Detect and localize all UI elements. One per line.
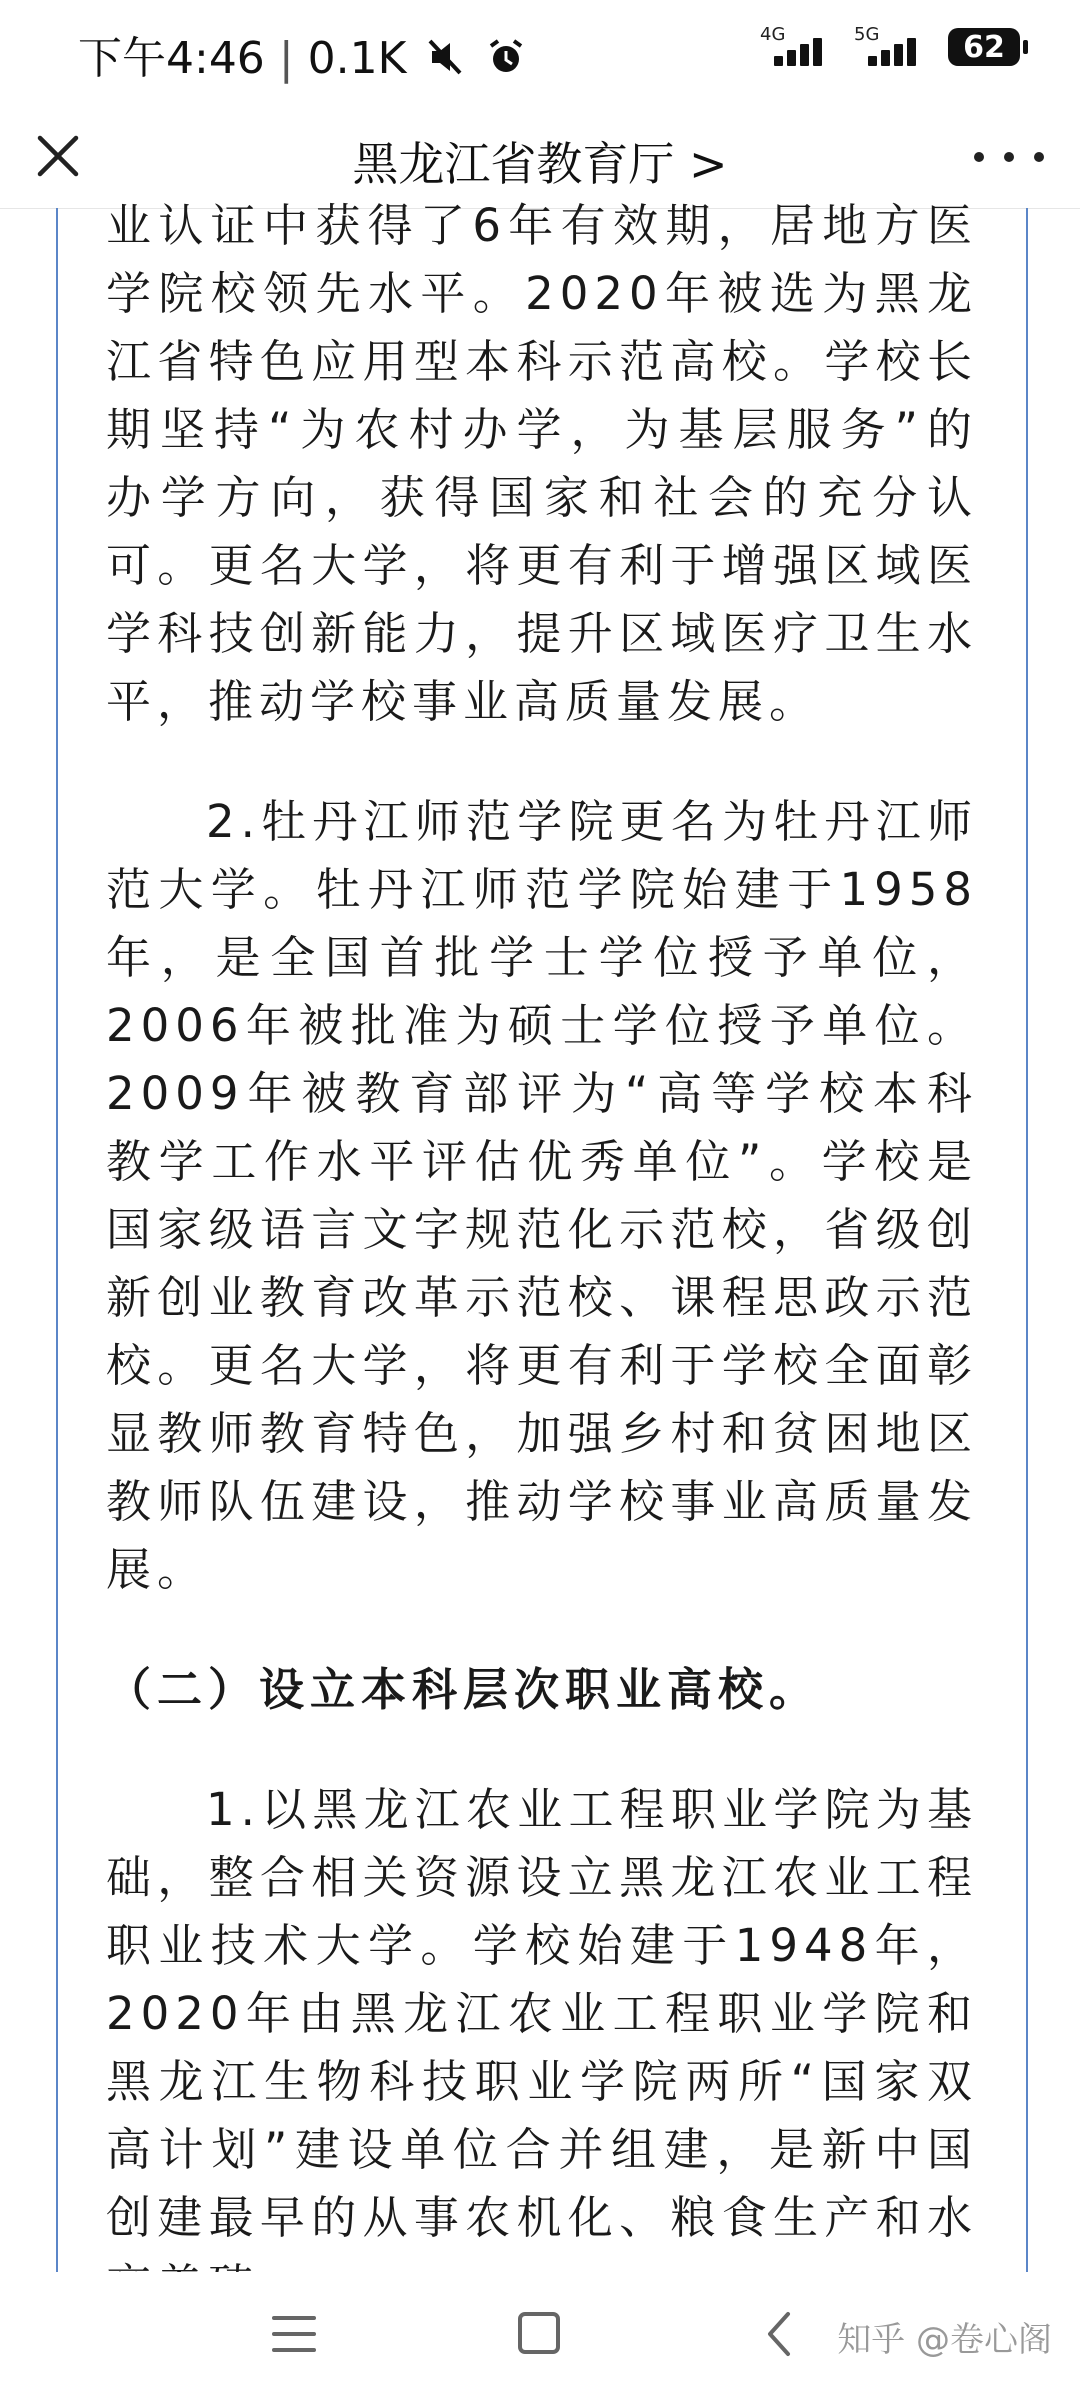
clock-text: 下午4:46 [78, 33, 265, 84]
page-title[interactable]: 黑龙江省教育厅 > [352, 137, 728, 191]
signal-icon [760, 24, 836, 70]
status-bar [0, 0, 1080, 104]
article-body [106, 192, 978, 2320]
article-paragraph: 1.以黑龙江农业工程职业学院为基础，整合相关资源设立黑龙江农业工程职业技术大学。学校始建于1948年，2020年由黑龙江农业工程职业学院和黑龙江生物科技职业学院两所“国家双高计划”建设单位合并组建，是新中国创建最早的从事农机化、粮食生产和水 [106, 1783, 978, 2244]
article-paragraph: 2.牡丹江师范学院更名为牡丹江师范大学。牡丹江师范学院始建于1958年，是全国首批学士学位授予单位，2006年被批准为硕士学位授予单位。2009年被教育部评为“高等学校本科教学工作水平评估优秀单位”。学校是国家级语言文字规范化示范校，省级创新创业教育改革示范校、课程思政示范校。更名大学，将更有利于学校全面彰显教师教育特色，加强乡村和贫困地区教师队伍建设，推动学校事业高质量发展。 [106, 795, 978, 1596]
article-paragraph: 业认证中获得了6年有效期，居地方医学院校领先水平。2020年被选为黑龙江省特色应用型本科示范高校。学校长期坚持“为农村办学，为基层服务”的办学方向，获得国家和社会的充分认可。更名大学，将更有利于增强区域医学科技创新能力，提升区域医疗卫生水平，推动学校事业高质量发展。 [106, 199, 978, 728]
network-speed: 0.1K [307, 33, 407, 84]
section-heading: （二）设立本科层次职业高校。 [106, 1663, 821, 1716]
mute-icon [426, 37, 466, 77]
more-button[interactable] [974, 134, 1044, 180]
status-indicators [760, 24, 1020, 70]
more-icon [974, 152, 984, 162]
alarm-icon [486, 37, 526, 77]
back-icon[interactable] [764, 2308, 794, 2360]
menu-icon[interactable] [272, 2316, 316, 2352]
signal-icon-2 [854, 24, 930, 70]
status-time: 下午4:46 | 0.1K [78, 22, 526, 86]
watermark: 知乎 @卷心阁 [837, 2320, 1052, 2360]
network-type-1: 4G [760, 24, 786, 45]
home-icon[interactable] [518, 2312, 560, 2354]
battery-icon [948, 28, 1020, 66]
navigation-bar [0, 2272, 1080, 2400]
article-frame [56, 199, 1028, 2272]
battery-level: 62 [963, 29, 1005, 65]
network-type-2: 5G [854, 24, 880, 45]
